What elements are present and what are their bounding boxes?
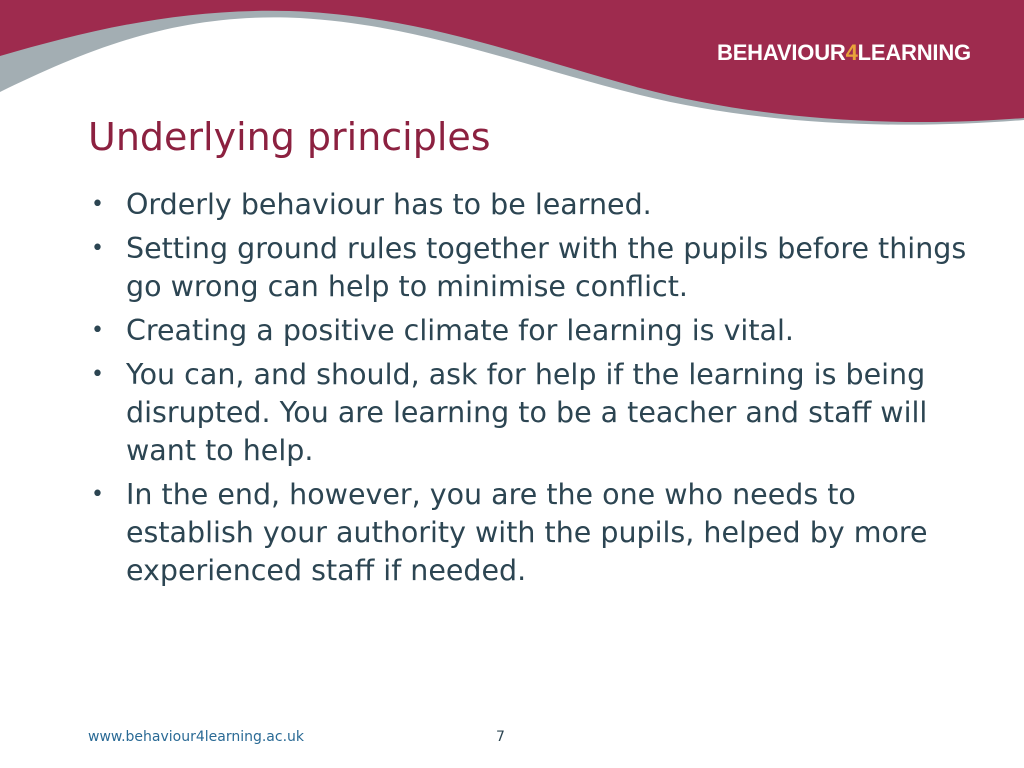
bullet-text: You can, and should, ask for help if the learning is being disrupted. You are learning to be a teacher and staff will want to help.	[126, 358, 928, 467]
bullet-dot-icon: •	[91, 482, 104, 507]
brand-logo-number: 4	[845, 40, 858, 65]
bullet-text: Orderly behaviour has to be learned.	[126, 188, 652, 221]
bullet-text: Setting ground rules together with the pupils before things go wrong can help to minimise conflict.	[126, 232, 967, 303]
bullet-dot-icon: •	[91, 318, 104, 343]
slide-title: Underlying principles	[88, 115, 491, 159]
footer-url-link[interactable]: www.behaviour4learning.ac.uk	[88, 729, 305, 745]
bullet-dot-icon: •	[91, 236, 104, 261]
bullet-text: In the end, however, you are the one who needs to establish your authority with the pupils, helped by more experienced staff if needed.	[126, 478, 928, 587]
page-number: 7	[496, 729, 505, 745]
brand-logo-prefix: BEHAVIOUR	[717, 40, 846, 65]
bullet-list	[88, 186, 968, 596]
brand-logo-suffix: LEARNING	[857, 40, 971, 65]
bullet-item	[88, 186, 968, 224]
bullet-item	[88, 476, 968, 590]
brand-logo	[717, 40, 989, 66]
bullet-item	[88, 312, 968, 350]
bullet-text: Creating a positive climate for learning is vital.	[126, 314, 794, 347]
bullet-item	[88, 230, 968, 306]
bullet-item	[88, 356, 968, 470]
bullet-dot-icon: •	[91, 362, 104, 387]
bullet-dot-icon: •	[91, 192, 104, 217]
